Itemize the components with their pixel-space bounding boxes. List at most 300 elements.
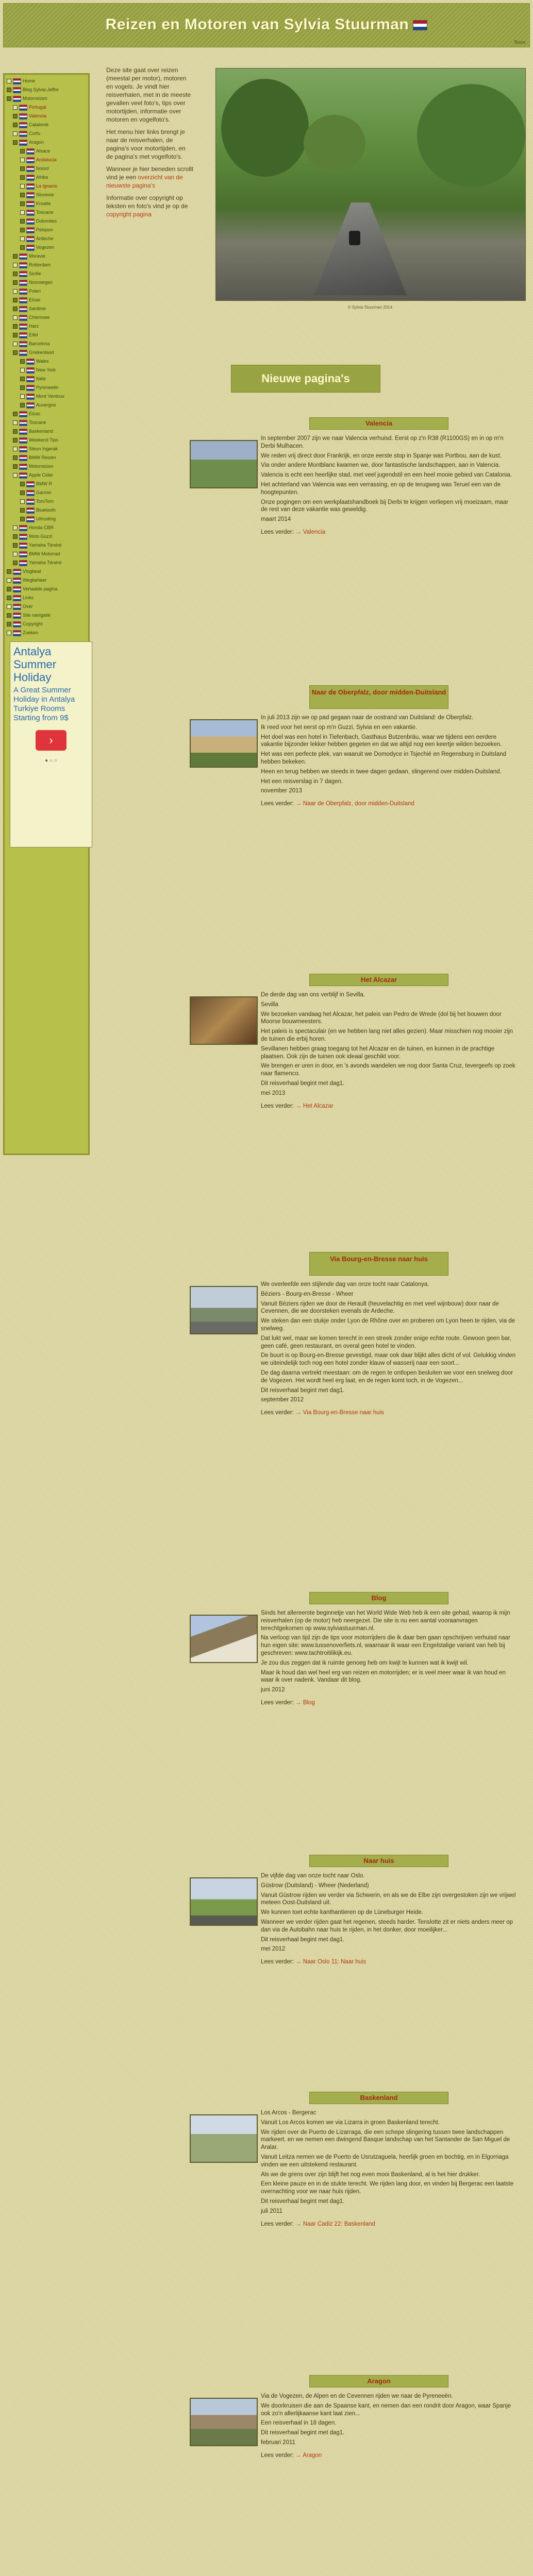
language-flag-icon xyxy=(26,376,35,382)
language-flag-icon xyxy=(13,621,21,628)
sidebar-item-label: Yamaha Ténéré xyxy=(29,543,62,548)
sidebar-item-label: Slovenie xyxy=(36,192,54,197)
expand-toggle-icon[interactable] xyxy=(13,298,18,302)
ad-pager-dots[interactable]: ● ○ ○ xyxy=(45,758,57,764)
sidebar-item[interactable] xyxy=(5,261,88,269)
sidebar-item[interactable] xyxy=(5,164,88,173)
article-paragraph: Dit reisverhaal begint met dag1. xyxy=(261,1936,345,1943)
read-more-link[interactable]: Blog xyxy=(303,1699,315,1706)
expand-toggle-icon[interactable] xyxy=(7,88,11,92)
language-flag-icon xyxy=(26,175,35,181)
arrow-right-icon: → xyxy=(295,1103,303,1109)
language-flag-icon xyxy=(19,262,27,268)
expand-toggle-icon[interactable] xyxy=(20,245,25,250)
sidebar-item[interactable] xyxy=(5,147,88,156)
expand-toggle-icon[interactable] xyxy=(13,289,18,294)
read-more-link[interactable]: Naar Cadiz 22: Baskenland xyxy=(303,2221,375,2227)
article-paragraph: De dag daarna vertrekt meestaan: om de regen te ontlopen besluiten we voor een snelweg door de Vogezen. Het wordt heel erg laat, en de regen komt toch, in de Vogezen... xyxy=(261,1369,513,1384)
article-thumbnail[interactable] xyxy=(190,440,258,488)
sidebar-item[interactable] xyxy=(5,410,88,418)
article-paragraph: Vanuit Los Arcos komen we via Lizarra in groen Baskenland terecht. xyxy=(261,2119,440,2126)
language-flag-icon xyxy=(26,245,35,251)
sidebar-item-label: Baskenland xyxy=(29,429,54,434)
sidebar-item-label: Toscane xyxy=(36,210,54,215)
sidebar-item[interactable] xyxy=(5,576,88,585)
article-paragraph: We reden vrij direct door Frankrijk, en onze eerste stop in Spanje was Portbou, aan de kust. xyxy=(261,452,502,459)
dutch-flag-icon[interactable] xyxy=(413,20,427,30)
sidebar-item-label: Alsace xyxy=(36,148,51,154)
article-title[interactable]: Blog xyxy=(309,1592,448,1604)
sidebar-item-label: Apple Cider xyxy=(29,472,54,478)
sidebar-item[interactable] xyxy=(5,156,88,164)
article-body xyxy=(261,2393,517,2462)
article-thumbnail[interactable] xyxy=(190,1877,258,1926)
sidebar-item[interactable] xyxy=(5,515,88,523)
sidebar-item-label: Moto Guzzi xyxy=(29,534,53,539)
language-flag-icon xyxy=(13,586,21,592)
read-more-label: Lees verder: xyxy=(261,2452,296,2459)
arrow-right-icon: → xyxy=(295,2452,303,2459)
sidebar-item[interactable] xyxy=(5,488,88,497)
article-body xyxy=(261,1872,517,1968)
expand-toggle-icon[interactable] xyxy=(13,412,18,416)
sidebar-item[interactable] xyxy=(5,86,88,94)
sidebar-item-label: Afrika xyxy=(36,175,48,180)
expand-toggle-icon[interactable] xyxy=(13,114,18,118)
arrow-right-icon: → xyxy=(295,529,303,535)
sidebar-item[interactable] xyxy=(5,313,88,322)
read-more-row xyxy=(261,1699,517,1707)
sidebar-item[interactable] xyxy=(5,226,88,234)
language-flag-icon xyxy=(19,122,27,128)
sidebar-item[interactable] xyxy=(5,243,88,252)
advertisement[interactable] xyxy=(10,641,92,848)
sidebar-item[interactable] xyxy=(5,550,88,558)
sidebar-item[interactable] xyxy=(5,366,88,375)
language-flag-icon xyxy=(19,551,27,557)
ad-next-button[interactable]: › xyxy=(36,730,66,751)
expand-toggle-icon[interactable] xyxy=(13,429,18,434)
article-paragraph: De derde dag van ons verblijf in Sevilla. xyxy=(261,992,365,998)
language-flag-icon xyxy=(13,604,21,610)
sidebar-item[interactable] xyxy=(5,287,88,296)
expand-toggle-icon[interactable] xyxy=(20,175,25,180)
article-title[interactable]: Naar huis xyxy=(309,1855,448,1867)
sidebar-item[interactable] xyxy=(5,629,88,637)
expand-toggle-icon[interactable] xyxy=(13,438,18,443)
sidebar-item-label: Elzas xyxy=(29,411,41,416)
article-title[interactable]: Via Bourg-en-Bresse naar huis xyxy=(309,1252,448,1276)
article-paragraph: Sevillanen hebben graag toegang tot het Alcazar en de tuinen, en kunnen in de prachtige plaatsen. Ook zijn de tuinen ook ideaal geschikt voor. xyxy=(261,1045,495,1060)
sidebar-item[interactable] xyxy=(5,269,88,278)
read-more-link[interactable]: Via Bourg-en-Bresse naar huis xyxy=(303,1410,384,1416)
tours-label: Tours xyxy=(513,40,525,45)
sidebar-item-label: Corfu xyxy=(29,131,41,136)
photo-tree xyxy=(304,115,365,172)
article-paragraph: Dit reisverhaal begint met dag1. xyxy=(261,1080,345,1087)
sidebar-list xyxy=(5,75,88,637)
sidebar-item-label: Bluetooth xyxy=(36,507,56,513)
expand-toggle-icon[interactable] xyxy=(13,350,18,355)
article-title[interactable]: Naar de Oberpfalz, door midden-Duitsland xyxy=(309,685,448,709)
article-paragraph: Dit reisverhaal begint met dag1. xyxy=(261,1387,345,1394)
read-more-label: Lees verder: xyxy=(261,801,296,807)
sidebar-item[interactable] xyxy=(5,348,88,357)
sidebar-item-label: Elzas xyxy=(29,297,41,302)
sidebar-item-label: Motorreizen xyxy=(29,464,54,469)
sidebar-item[interactable] xyxy=(5,331,88,340)
sidebar-item[interactable] xyxy=(5,418,88,427)
sidebar-item-label: Home xyxy=(23,78,36,83)
sidebar-item[interactable] xyxy=(5,103,88,112)
article-paragraph: Béziers - Bourg-en-Bresse - Wheer xyxy=(261,1291,354,1297)
language-flag-icon xyxy=(26,385,35,391)
sidebar-item[interactable] xyxy=(5,594,88,602)
expand-toggle-icon[interactable] xyxy=(20,166,25,171)
language-flag-icon xyxy=(26,490,35,496)
sidebar-item-label: Yamaha Ténéré xyxy=(29,560,62,565)
read-more-label: Lees verder: xyxy=(261,1103,296,1109)
intro-p3-text: Wanneer je hier beneden scrollt vind je een xyxy=(106,165,193,181)
language-flag-icon xyxy=(26,218,35,225)
expand-toggle-icon[interactable] xyxy=(13,307,18,311)
article-paragraph: Het achterland van Valencia was een verrassing, en op de terugweg was Teruel een van de hoogtepunten. xyxy=(261,481,501,496)
language-flag-icon xyxy=(26,157,35,163)
language-flag-icon xyxy=(26,402,35,409)
intro-paragraph xyxy=(106,194,194,218)
sidebar-item-label: Weekend Tips xyxy=(29,437,58,443)
expand-toggle-icon[interactable] xyxy=(7,569,11,574)
expand-toggle-icon[interactable] xyxy=(7,79,11,83)
language-flag-icon xyxy=(19,315,27,321)
article-thumbnail[interactable] xyxy=(190,1615,258,1663)
expand-toggle-icon[interactable] xyxy=(13,324,18,329)
expand-toggle-icon[interactable] xyxy=(13,420,18,425)
article-paragraph: juli 2011 xyxy=(261,2208,282,2214)
sidebar-item[interactable] xyxy=(5,427,88,436)
expand-toggle-icon[interactable] xyxy=(20,403,25,408)
sidebar-item[interactable] xyxy=(5,585,88,594)
expand-toggle-icon[interactable] xyxy=(13,131,18,136)
article-thumbnail[interactable] xyxy=(190,2114,258,2163)
expand-toggle-icon[interactable] xyxy=(20,236,25,241)
expand-toggle-icon[interactable] xyxy=(13,254,18,259)
expand-toggle-icon[interactable] xyxy=(20,482,25,486)
article-paragraph: Vanuit Leitza nemen we de Puerto de Usrutzaguela, heerlijk groen en bochtig, en in Elgorriaga vinden we een uitstekend restaurant. xyxy=(261,2154,509,2168)
expand-toggle-icon[interactable] xyxy=(7,604,11,609)
read-more-row xyxy=(261,1103,517,1110)
expand-toggle-icon[interactable] xyxy=(13,342,18,346)
expand-toggle-icon[interactable] xyxy=(7,613,11,618)
expand-toggle-icon[interactable] xyxy=(20,210,25,215)
language-flag-icon xyxy=(19,140,27,146)
article-paragraph: In juli 2013 zijn we op pad gegaan naar de oostrand van Duitsland: de Oberpfalz. xyxy=(261,715,474,721)
sidebar-item[interactable] xyxy=(5,375,88,383)
read-more-link[interactable]: Naar de Oberpfalz, door midden-Duitsland xyxy=(303,801,414,807)
expand-toggle-icon[interactable] xyxy=(13,333,18,337)
intro-p4-text: Informatie over copyright op teksten en foto's vind je op de xyxy=(106,194,188,210)
article-paragraph: Heen en terug hebben we steeds in twee dagen gedaan, slingerend over midden-Duitsland. xyxy=(261,768,502,775)
article-paragraph: Güstrow (Duitsland) - Wheer (Nederland) xyxy=(261,1882,369,1889)
expand-toggle-icon[interactable] xyxy=(20,385,25,390)
expand-toggle-icon[interactable] xyxy=(13,272,18,276)
sidebar-item[interactable] xyxy=(5,357,88,366)
article-thumbnail[interactable] xyxy=(190,996,258,1045)
photo-tree xyxy=(417,84,525,187)
language-flag-icon xyxy=(19,429,27,435)
ad-text: A Great Summer Holiday in Antalya Turkiye Rooms Starting from 9$ xyxy=(13,686,75,722)
sidebar-item[interactable] xyxy=(5,340,88,348)
language-flag-icon xyxy=(26,481,35,487)
language-flag-icon xyxy=(19,534,27,540)
language-flag-icon xyxy=(19,472,27,479)
sidebar-item[interactable] xyxy=(5,462,88,471)
sidebar-item[interactable] xyxy=(5,208,88,217)
expand-toggle-icon[interactable] xyxy=(20,517,25,521)
sidebar-item-label: Over xyxy=(23,604,33,609)
sidebar-item-label: Motorreizen xyxy=(23,96,47,101)
sidebar-item-label: Links xyxy=(23,595,34,600)
expand-toggle-icon[interactable] xyxy=(20,184,25,189)
language-flag-icon xyxy=(13,630,21,636)
sidebar-item[interactable] xyxy=(5,173,88,182)
sidebar-item-label: Rotterdam xyxy=(29,262,51,267)
sidebar-item[interactable] xyxy=(5,252,88,261)
language-flag-icon xyxy=(19,543,27,549)
article-paragraph: Los Arcos - Bergerac xyxy=(261,2110,317,2116)
article-paragraph: Maar ik houd dan wel heel erg van reizen en motorrijden; er is veel meer waar ik van houd en waar ik over nadenk. Vandaar dit blog. xyxy=(261,1669,506,1684)
expand-toggle-icon[interactable] xyxy=(13,447,18,451)
expand-toggle-icon[interactable] xyxy=(20,377,25,381)
sidebar-item-label: Italie xyxy=(36,376,46,381)
sidebar-item[interactable] xyxy=(5,129,88,138)
sidebar-item-label: Copyright xyxy=(23,621,43,626)
read-more-link[interactable]: Het Alcazar xyxy=(303,1103,334,1109)
expand-toggle-icon[interactable] xyxy=(20,228,25,232)
expand-toggle-icon[interactable] xyxy=(13,140,18,145)
expand-toggle-icon[interactable] xyxy=(13,464,18,469)
sidebar-item-label: Sicilie xyxy=(29,271,41,276)
sidebar-item[interactable] xyxy=(5,182,88,191)
language-flag-icon xyxy=(19,560,27,566)
expand-toggle-icon[interactable] xyxy=(20,499,25,504)
article-body xyxy=(261,1609,517,1709)
article-paragraph: Sevilla xyxy=(261,1001,278,1008)
article-paragraph: Dit reisverhaal begint met dag1. xyxy=(261,2198,345,2205)
sidebar-item-label: Wegbeheer xyxy=(23,578,47,583)
sidebar-item[interactable] xyxy=(5,199,88,208)
expand-toggle-icon[interactable] xyxy=(13,561,18,565)
article-paragraph: Valencia is echt een heerlijke stad, met veel jugendstil en een heel mooie gebied van Catalonia. xyxy=(261,472,512,479)
expand-toggle-icon[interactable] xyxy=(7,631,11,635)
article-paragraph: Dit reisverhaal begint met dag1. xyxy=(261,2430,345,2436)
article-paragraph: Ik reed voor het eerst op m'n Guzzi, Sylvia en een vakantie. xyxy=(261,724,418,731)
expand-toggle-icon[interactable] xyxy=(7,587,11,591)
language-flag-icon xyxy=(19,297,27,303)
article-paragraph: Het doel was een hotel in Tiefenbach, Gasthaus Butzenbräu, waar we tijdens een eerdere vakantie bijzonder lekker hebben gegeten en dat we altijd nog een keertje wilden bezoeken. xyxy=(261,734,502,748)
sidebar-item[interactable] xyxy=(5,471,88,480)
sidebar-item-label: Aragon xyxy=(29,140,44,145)
article-title[interactable]: Baskenland xyxy=(309,2092,448,2104)
sidebar-item-label: Dolomites xyxy=(36,218,57,224)
expand-toggle-icon[interactable] xyxy=(13,534,18,539)
sidebar-item-label: Wales xyxy=(36,359,49,364)
article-title[interactable]: Aragon xyxy=(309,2375,448,2387)
sidebar-item[interactable] xyxy=(5,322,88,331)
read-more-link[interactable]: Naar Oslo 11: Naar huis xyxy=(303,1959,367,1965)
read-more-link[interactable]: Valencia xyxy=(303,529,326,535)
expand-toggle-icon[interactable] xyxy=(20,201,25,206)
language-flag-icon xyxy=(26,236,35,242)
sidebar-item[interactable] xyxy=(5,541,88,550)
expand-toggle-icon[interactable] xyxy=(7,96,11,101)
copyright-link[interactable]: copyright pagina xyxy=(106,211,152,218)
article-title[interactable]: Het Alcazar xyxy=(309,974,448,986)
new-pages-heading: Nieuwe pagina's xyxy=(231,365,380,393)
expand-toggle-icon[interactable] xyxy=(7,578,11,583)
article-paragraph: In september 2007 zijn we naar Valencia verhuisd. Eerst op z'n R38 (R1100GS) en in op m'n Derbi Mulhacen. xyxy=(261,435,504,449)
expand-toggle-icon[interactable] xyxy=(20,368,25,372)
hero-caption: © Sylvia Stuurman 2014 xyxy=(347,305,393,310)
read-more-row xyxy=(261,529,517,536)
expand-toggle-icon[interactable] xyxy=(13,263,18,267)
sidebar-item[interactable] xyxy=(5,506,88,515)
sidebar-item[interactable] xyxy=(5,112,88,121)
language-flag-icon xyxy=(19,253,27,260)
sidebar-item[interactable] xyxy=(5,480,88,488)
sidebar-item-label: Kroatie xyxy=(36,201,51,206)
sidebar-item-label: Vogezen xyxy=(36,245,55,250)
sidebar-item-label: Eifel xyxy=(29,332,38,337)
sidebar-item[interactable] xyxy=(5,602,88,611)
sidebar-item-label: Zoeken xyxy=(23,630,39,635)
article-paragraph: Een kleine pauze en in de stukte terecht. We rijden lang door, en vinden bij Bergerac een laatste overnachting voor we naar huis rijden. xyxy=(261,2181,514,2195)
article-thumbnail[interactable] xyxy=(190,2398,258,2446)
photo-tree xyxy=(221,79,309,177)
sidebar-item-label: Toscane xyxy=(29,420,46,425)
expand-toggle-icon[interactable] xyxy=(13,280,18,285)
sidebar-item[interactable] xyxy=(5,436,88,445)
article-paragraph: Een reisverhaal in 18 dagen. xyxy=(261,2420,337,2427)
language-flag-icon xyxy=(26,201,35,207)
expand-toggle-icon[interactable] xyxy=(13,552,18,556)
article-paragraph: Onze pogingen om een werkplaatshandboek bij Derbi te krijgen verliepen vrij moeizaam, maar de rest van deze vakantie was geweldig. xyxy=(261,499,509,513)
sidebar-menu xyxy=(3,73,90,1155)
expand-toggle-icon[interactable] xyxy=(20,193,25,197)
sidebar-item[interactable] xyxy=(5,217,88,226)
sidebar-item[interactable] xyxy=(5,296,88,304)
expand-toggle-icon[interactable] xyxy=(7,622,11,626)
sidebar-item[interactable] xyxy=(5,77,88,86)
sidebar-item-label: Chiemsee xyxy=(29,315,50,320)
sidebar-item[interactable] xyxy=(5,620,88,629)
sidebar-item-label: Polen xyxy=(29,289,41,294)
read-more-row xyxy=(261,2452,517,2460)
language-flag-icon xyxy=(26,183,35,190)
expand-toggle-icon[interactable] xyxy=(7,596,11,600)
intro-paragraph: Het menu hier links brengt je naar de reisverhalen, de pagina's voor motortijden, en de pagina's met vogelfoto's. xyxy=(106,128,186,160)
expand-toggle-icon[interactable] xyxy=(13,105,18,110)
article-paragraph: mei 2013 xyxy=(261,1090,286,1096)
expand-toggle-icon[interactable] xyxy=(20,359,25,364)
sidebar-item[interactable] xyxy=(5,567,88,576)
sidebar-item[interactable] xyxy=(5,611,88,620)
sidebar-item[interactable] xyxy=(5,453,88,462)
article-title[interactable]: Valencia xyxy=(309,417,448,430)
article-paragraph: We doorkruisen die aan de Spaanse kant, en nemen dan een rondrit door Aragon, waar Spanje ook zo'n allerlijkaanse kant laat zien... xyxy=(261,2402,511,2417)
read-more-label: Lees verder: xyxy=(261,529,296,535)
article-paragraph: Wanneer we verder rijden gaat het regenen, steeds harder. Tenslotte zit er niets anders meer op dan via de Autobahn naar huis te rijden, in het donker, door moeilijker... xyxy=(261,1919,513,1933)
sidebar-item-label: Garmin xyxy=(36,490,52,495)
read-more-label: Lees verder: xyxy=(261,1410,296,1416)
sidebar-item[interactable] xyxy=(5,121,88,129)
read-more-row xyxy=(261,1409,517,1417)
article-thumbnail[interactable] xyxy=(190,719,258,768)
sidebar-item[interactable] xyxy=(5,304,88,313)
expand-toggle-icon[interactable] xyxy=(13,543,18,548)
article-paragraph: We brengen er uren in door, en 's avonds wandelen we nog door Santa Cruz, tevergeefs op zoek naar flamenco. xyxy=(261,1063,515,1077)
article-thumbnail[interactable] xyxy=(190,1286,258,1334)
article-paragraph: Het paleis is spectaculair (en we hebben lang niet alles gezien). Maar misschien nog mooier zijn de tuinen die erbij horen. xyxy=(261,1028,513,1042)
language-flag-icon xyxy=(26,507,35,514)
read-more-row xyxy=(261,800,517,808)
article-paragraph: Sinds het allereerste beginnetje van het World Wide Web heb ik een site gehad, waarop ik mijn reisverhalen (op de motor) heb neergezet. Die site is nu een aantal vooraanvragen terechtgekomen op www.sylviastuurman.nl. xyxy=(261,1610,510,1632)
language-flag-icon xyxy=(19,289,27,295)
sidebar-item[interactable] xyxy=(5,497,88,506)
sidebar-item[interactable] xyxy=(5,234,88,243)
article-paragraph: We kunnen toet echte kanthantieren op de Lüneburger Heide. xyxy=(261,1909,423,1916)
expand-toggle-icon[interactable] xyxy=(13,123,18,127)
sidebar-item-label: Auvergne xyxy=(36,402,56,408)
sidebar-item[interactable] xyxy=(5,278,88,287)
sidebar-item-label: Catalonië xyxy=(29,122,49,127)
sidebar-item[interactable] xyxy=(5,138,88,147)
sidebar-item[interactable] xyxy=(5,523,88,532)
language-flag-icon xyxy=(19,420,27,426)
sidebar-item[interactable] xyxy=(5,191,88,199)
sidebar-item[interactable] xyxy=(5,392,88,401)
expand-toggle-icon[interactable] xyxy=(20,490,25,495)
expand-toggle-icon[interactable] xyxy=(20,219,25,224)
sidebar-item[interactable] xyxy=(5,558,88,567)
expand-toggle-icon[interactable] xyxy=(20,149,25,154)
arrow-right-icon: → xyxy=(295,801,303,807)
overview-link[interactable]: overzicht van de nieuwste pagina's xyxy=(106,174,183,189)
expand-toggle-icon[interactable] xyxy=(20,158,25,162)
expand-toggle-icon[interactable] xyxy=(13,526,18,530)
article-paragraph: Vanuit Güstrow rijden we verder via Schwerin, en als we de Elbe zijn overgestoken zijn we vrijwel meteen Oost-Duitsland uit. xyxy=(261,1892,516,1906)
sidebar-item[interactable] xyxy=(5,445,88,453)
sidebar-item-label: Sardinie xyxy=(29,306,46,311)
sidebar-item[interactable] xyxy=(5,383,88,392)
expand-toggle-icon[interactable] xyxy=(13,315,18,320)
article-paragraph: Via de Vogezen, de Alpen en de Cevennen rijden we naar de Pyreneeën. xyxy=(261,2393,453,2399)
read-more-link[interactable]: Aragon xyxy=(303,2452,322,2459)
sidebar-item[interactable] xyxy=(5,94,88,103)
sidebar-item-label: Mont Ventoux xyxy=(36,394,65,399)
sidebar-item[interactable] xyxy=(5,532,88,541)
sidebar-item-label: Harz xyxy=(29,324,39,329)
expand-toggle-icon[interactable] xyxy=(20,508,25,513)
sidebar-item-label: Griekenland xyxy=(29,350,54,355)
expand-toggle-icon[interactable] xyxy=(13,455,18,460)
article-body xyxy=(261,435,517,538)
sidebar-item[interactable] xyxy=(5,401,88,410)
sidebar-item-label: Site navigatie xyxy=(23,613,51,618)
hero-photo xyxy=(215,68,526,301)
expand-toggle-icon[interactable] xyxy=(20,394,25,399)
expand-toggle-icon[interactable] xyxy=(13,473,18,478)
